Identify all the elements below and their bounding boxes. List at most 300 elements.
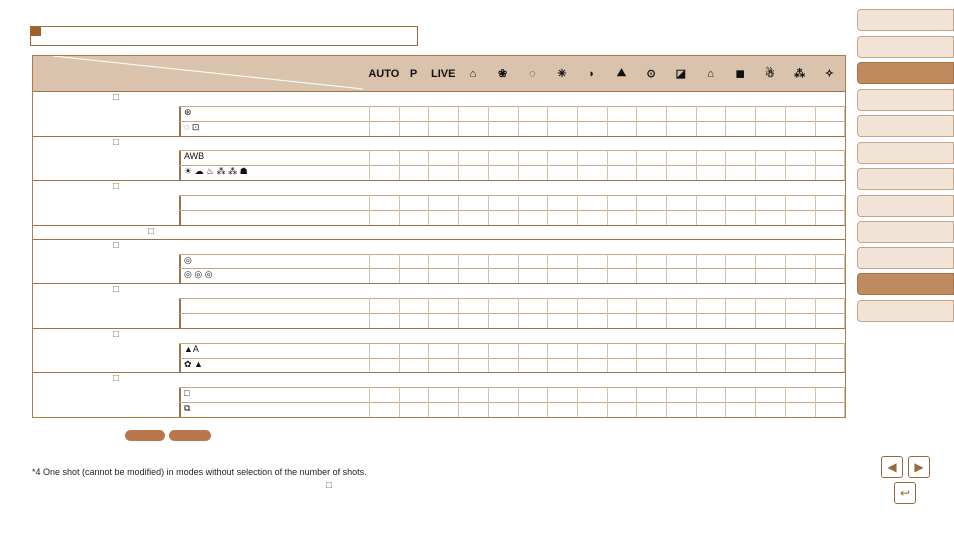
cell-divider xyxy=(577,150,578,165)
cell-divider xyxy=(488,106,489,121)
cell-divider xyxy=(518,150,519,165)
cell-divider xyxy=(815,210,816,225)
cell-divider xyxy=(755,150,756,165)
cell-divider xyxy=(725,106,726,121)
cell-divider xyxy=(755,268,756,283)
cell-divider xyxy=(458,106,459,121)
cell-divider xyxy=(458,195,459,210)
cell-divider xyxy=(428,121,429,136)
subrow-divider xyxy=(179,343,845,344)
cell-divider xyxy=(458,298,459,313)
cell-divider xyxy=(815,402,816,417)
setting-option-icon: ⊛ xyxy=(184,106,192,117)
cell-divider xyxy=(815,195,816,210)
cell-divider xyxy=(725,254,726,269)
cell-divider xyxy=(696,121,697,136)
cell-divider xyxy=(577,387,578,402)
cell-divider xyxy=(725,195,726,210)
chapter-tab-1[interactable] xyxy=(857,9,954,31)
setting-option-icon: ☀ ☁ ♨ ⁂ ⁂ ☗ xyxy=(184,166,248,177)
cell-divider xyxy=(844,165,845,180)
cell-divider xyxy=(844,298,845,313)
subrow-divider xyxy=(179,150,845,151)
cell-divider xyxy=(785,313,786,328)
page-ref-book-icon[interactable]: □ xyxy=(113,92,120,103)
row-group-divider xyxy=(33,91,845,92)
setting-option-icon: □ xyxy=(184,388,190,399)
cell-divider xyxy=(488,358,489,373)
mode-header-13: ◼ xyxy=(735,68,745,80)
mode-header-7: ✳ xyxy=(557,68,567,80)
cell-divider xyxy=(607,313,608,328)
cell-divider xyxy=(369,402,370,417)
chapter-tab-4[interactable] xyxy=(857,89,954,111)
function-availability-table xyxy=(32,55,846,418)
mode-header-8: ◗ xyxy=(588,67,596,80)
cell-divider xyxy=(428,210,429,225)
cell-divider xyxy=(458,402,459,417)
cell-divider xyxy=(518,165,519,180)
cell-divider xyxy=(607,106,608,121)
cell-divider xyxy=(666,195,667,210)
cell-divider xyxy=(369,298,370,313)
cell-divider xyxy=(428,268,429,283)
cell-divider xyxy=(577,195,578,210)
cell-divider xyxy=(369,358,370,373)
cell-divider xyxy=(607,195,608,210)
cell-divider xyxy=(785,165,786,180)
cell-divider xyxy=(399,195,400,210)
cell-divider xyxy=(458,268,459,283)
cell-divider xyxy=(399,150,400,165)
cell-divider xyxy=(607,121,608,136)
cell-divider xyxy=(725,298,726,313)
cell-divider xyxy=(428,195,429,210)
chapter-tab-11[interactable] xyxy=(857,273,954,295)
cell-divider xyxy=(518,268,519,283)
cell-divider xyxy=(815,165,816,180)
cell-divider xyxy=(636,210,637,225)
cell-divider xyxy=(696,343,697,358)
cell-divider xyxy=(399,268,400,283)
chapter-tab-6[interactable] xyxy=(857,142,954,164)
cell-divider xyxy=(547,358,548,373)
cell-divider xyxy=(458,254,459,269)
cell-divider xyxy=(399,121,400,136)
cell-divider xyxy=(488,165,489,180)
cell-divider xyxy=(607,343,608,358)
chapter-tab-2[interactable] xyxy=(857,36,954,58)
cell-divider xyxy=(666,150,667,165)
cell-divider xyxy=(547,106,548,121)
cell-divider xyxy=(725,343,726,358)
cell-divider xyxy=(428,387,429,402)
cell-divider xyxy=(518,402,519,417)
page-ref-book-icon[interactable]: □ xyxy=(148,225,155,237)
cell-divider xyxy=(488,121,489,136)
cell-divider xyxy=(725,387,726,402)
cell-divider xyxy=(815,387,816,402)
cell-divider xyxy=(666,402,667,417)
cell-divider xyxy=(815,313,816,328)
cell-divider xyxy=(666,254,667,269)
cell-divider xyxy=(547,268,548,283)
cell-divider xyxy=(636,150,637,165)
cell-divider xyxy=(785,254,786,269)
cell-divider xyxy=(547,210,548,225)
subrow-divider xyxy=(179,195,845,196)
prev-arrow-icon: ◀ xyxy=(887,460,897,474)
cell-divider xyxy=(636,254,637,269)
cell-divider xyxy=(488,313,489,328)
cell-divider xyxy=(428,150,429,165)
cell-divider xyxy=(844,343,845,358)
cell-divider xyxy=(785,268,786,283)
cell-divider xyxy=(844,402,845,417)
cell-divider xyxy=(428,298,429,313)
footnote: *4 One shot (cannot be modified) in modes without selection of the number of shots. xyxy=(32,467,367,477)
cell-divider xyxy=(725,313,726,328)
cell-divider xyxy=(428,343,429,358)
cell-divider xyxy=(844,268,845,283)
chapter-tab-8[interactable] xyxy=(857,195,954,217)
chapter-tab-7[interactable] xyxy=(857,168,954,190)
cell-divider xyxy=(547,402,548,417)
mode-header-14: ☃ xyxy=(765,68,775,80)
chapter-tab-5[interactable] xyxy=(857,115,954,137)
cell-divider xyxy=(785,106,786,121)
mode-header-3: LIVE xyxy=(431,67,456,80)
row-group-divider xyxy=(33,372,845,373)
cell-divider xyxy=(458,343,459,358)
cell-divider xyxy=(607,254,608,269)
mode-badge-1 xyxy=(125,430,165,441)
cell-divider xyxy=(755,195,756,210)
cell-divider xyxy=(458,358,459,373)
cell-divider xyxy=(399,402,400,417)
page-ref-book-icon[interactable]: □ xyxy=(113,373,120,385)
setting-option-icon: ◌ ⊡ xyxy=(184,121,200,132)
cell-divider xyxy=(399,313,400,328)
cell-divider xyxy=(844,358,845,373)
cell-divider xyxy=(458,165,459,180)
cell-divider xyxy=(666,121,667,136)
cell-divider xyxy=(488,254,489,269)
cell-divider xyxy=(577,165,578,180)
subrow-divider xyxy=(179,358,845,359)
setting-option-icon: ⧉ xyxy=(184,403,191,414)
cell-divider xyxy=(488,195,489,210)
cell-divider xyxy=(844,121,845,136)
cell-divider xyxy=(815,254,816,269)
setting-option-icon: AWB xyxy=(184,151,205,162)
cell-divider xyxy=(577,402,578,417)
subrow-divider xyxy=(179,165,845,166)
chapter-tab-12[interactable] xyxy=(857,300,954,322)
row-group-divider xyxy=(33,239,845,240)
cell-divider xyxy=(488,150,489,165)
page-ref-book-icon[interactable]: □ xyxy=(113,328,120,340)
cell-divider xyxy=(725,121,726,136)
cell-divider xyxy=(815,150,816,165)
header-diagonal-divider xyxy=(33,56,369,91)
cell-divider xyxy=(815,121,816,136)
cell-divider xyxy=(844,387,845,402)
row-group-divider xyxy=(33,180,845,181)
chapter-tab-9[interactable] xyxy=(857,221,954,243)
cell-divider xyxy=(428,313,429,328)
mode-header-2: P xyxy=(409,67,418,80)
subrow-divider xyxy=(179,106,845,107)
cell-divider xyxy=(518,298,519,313)
prev-page-button[interactable] xyxy=(881,456,903,478)
section-title-bar xyxy=(30,26,418,46)
cell-divider xyxy=(815,343,816,358)
cell-divider xyxy=(696,210,697,225)
cell-divider xyxy=(577,313,578,328)
cell-divider xyxy=(369,268,370,283)
cell-divider xyxy=(399,387,400,402)
cell-divider xyxy=(458,150,459,165)
subrow-divider xyxy=(179,313,845,314)
cell-divider xyxy=(607,298,608,313)
cell-divider xyxy=(696,106,697,121)
cell-divider xyxy=(725,210,726,225)
cell-divider xyxy=(725,402,726,417)
cell-divider xyxy=(399,358,400,373)
cell-divider xyxy=(458,313,459,328)
cell-divider xyxy=(577,268,578,283)
mode-header-10: ⊙ xyxy=(646,68,656,80)
footnote-page-ref-icon[interactable]: □ xyxy=(326,480,333,491)
cell-divider xyxy=(518,254,519,269)
cell-divider xyxy=(666,298,667,313)
cell-divider xyxy=(428,165,429,180)
cell-divider xyxy=(844,106,845,121)
cell-divider xyxy=(785,210,786,225)
row-group-divider xyxy=(33,136,845,137)
subrow-divider xyxy=(179,298,845,299)
cell-divider xyxy=(636,106,637,121)
subrow-divider xyxy=(179,210,845,211)
cell-divider xyxy=(666,268,667,283)
cell-divider xyxy=(785,358,786,373)
cell-divider xyxy=(636,195,637,210)
setting-option-icon: ◎ xyxy=(184,254,192,265)
cell-divider xyxy=(666,210,667,225)
cell-divider xyxy=(399,343,400,358)
mode-header-11: ◪ xyxy=(675,68,687,80)
cell-divider xyxy=(755,106,756,121)
cell-divider xyxy=(755,343,756,358)
cell-divider xyxy=(755,254,756,269)
page-ref-book-icon[interactable]: □ xyxy=(113,239,120,251)
cell-divider xyxy=(666,313,667,328)
subrow-divider xyxy=(179,268,845,269)
cell-divider xyxy=(547,150,548,165)
chapter-tab-3[interactable] xyxy=(857,62,954,84)
cell-divider xyxy=(636,343,637,358)
cell-divider xyxy=(518,106,519,121)
cell-divider xyxy=(755,402,756,417)
cell-divider xyxy=(696,298,697,313)
cell-divider xyxy=(666,358,667,373)
cell-divider xyxy=(518,195,519,210)
cell-divider xyxy=(369,210,370,225)
cell-divider xyxy=(666,106,667,121)
cell-divider xyxy=(518,313,519,328)
cell-divider xyxy=(666,343,667,358)
cell-divider xyxy=(428,254,429,269)
setting-option-icon: ✿ ▲ xyxy=(184,358,203,369)
cell-divider xyxy=(844,210,845,225)
cell-divider xyxy=(428,106,429,121)
cell-divider xyxy=(755,387,756,402)
cell-divider xyxy=(696,358,697,373)
chapter-tab-10[interactable] xyxy=(857,247,954,269)
row-group-divider xyxy=(33,328,845,329)
cell-divider xyxy=(607,358,608,373)
cell-divider xyxy=(547,387,548,402)
cell-divider xyxy=(399,254,400,269)
cell-divider xyxy=(518,121,519,136)
cell-divider xyxy=(518,343,519,358)
cell-divider xyxy=(547,121,548,136)
cell-divider xyxy=(696,195,697,210)
cell-divider xyxy=(607,150,608,165)
cell-divider xyxy=(369,150,370,165)
cell-divider xyxy=(399,298,400,313)
cell-divider xyxy=(755,313,756,328)
cell-divider xyxy=(607,387,608,402)
cell-divider xyxy=(518,387,519,402)
cell-divider xyxy=(369,343,370,358)
setting-option-icon: ▲A xyxy=(184,343,199,354)
cell-divider xyxy=(547,195,548,210)
cell-divider xyxy=(785,298,786,313)
cell-divider xyxy=(607,210,608,225)
cell-divider xyxy=(547,313,548,328)
next-page-button[interactable] xyxy=(908,456,930,478)
mode-header-4: ⌂ xyxy=(469,67,477,80)
cell-divider xyxy=(607,268,608,283)
subrow-divider xyxy=(179,402,845,403)
mode-header-5: ❀ xyxy=(498,68,508,80)
subrow-divider xyxy=(179,254,845,255)
cell-divider xyxy=(636,298,637,313)
mode-badge-2 xyxy=(169,430,211,441)
cell-divider xyxy=(636,313,637,328)
mode-header-12: ⌂ xyxy=(707,67,714,80)
cell-divider xyxy=(696,165,697,180)
cell-divider xyxy=(755,121,756,136)
cell-divider xyxy=(815,106,816,121)
row-group-divider xyxy=(33,283,845,284)
cell-divider xyxy=(785,121,786,136)
cell-divider xyxy=(577,121,578,136)
cell-divider xyxy=(488,402,489,417)
cell-divider xyxy=(755,210,756,225)
return-button[interactable] xyxy=(894,482,916,504)
next-arrow-icon: ▶ xyxy=(914,460,924,474)
cell-divider xyxy=(399,210,400,225)
mode-header-16: ✧ xyxy=(824,68,834,80)
cell-divider xyxy=(725,358,726,373)
cell-divider xyxy=(696,313,697,328)
cell-divider xyxy=(666,387,667,402)
page-ref-book-icon[interactable]: □ xyxy=(113,284,120,296)
page-ref-book-icon[interactable]: □ xyxy=(113,136,120,148)
cell-divider xyxy=(458,121,459,136)
subrow-divider xyxy=(179,121,845,122)
cell-divider xyxy=(785,387,786,402)
cell-divider xyxy=(577,106,578,121)
page-ref-book-icon[interactable]: □ xyxy=(113,181,120,193)
cell-divider xyxy=(785,150,786,165)
cell-divider xyxy=(636,402,637,417)
cell-divider xyxy=(755,358,756,373)
cell-divider xyxy=(577,210,578,225)
row-group-divider xyxy=(33,225,845,226)
cell-divider xyxy=(488,298,489,313)
cell-divider xyxy=(785,195,786,210)
cell-divider xyxy=(369,195,370,210)
cell-divider xyxy=(577,358,578,373)
cell-divider xyxy=(696,268,697,283)
cell-divider xyxy=(636,358,637,373)
cell-divider xyxy=(725,165,726,180)
cell-divider xyxy=(369,121,370,136)
cell-divider xyxy=(577,298,578,313)
cell-divider xyxy=(755,165,756,180)
cell-divider xyxy=(428,402,429,417)
cell-divider xyxy=(815,358,816,373)
cell-divider xyxy=(636,165,637,180)
subrow-divider xyxy=(179,387,845,388)
cell-divider xyxy=(488,387,489,402)
cell-divider xyxy=(488,268,489,283)
cell-divider xyxy=(785,343,786,358)
cell-divider xyxy=(399,106,400,121)
setting-option-icon: ◎ ◎ ◎ xyxy=(184,269,213,280)
cell-divider xyxy=(844,195,845,210)
mode-header-6: ◌ xyxy=(529,67,536,80)
cell-divider xyxy=(696,150,697,165)
cell-divider xyxy=(844,254,845,269)
cell-divider xyxy=(488,210,489,225)
cell-divider xyxy=(725,150,726,165)
cell-divider xyxy=(518,210,519,225)
cell-divider xyxy=(607,165,608,180)
cell-divider xyxy=(815,268,816,283)
cell-divider xyxy=(547,165,548,180)
cell-divider xyxy=(636,387,637,402)
cell-divider xyxy=(577,254,578,269)
mode-header-15: ⁂ xyxy=(794,68,806,80)
cell-divider xyxy=(547,343,548,358)
mode-header-9: ⛰ xyxy=(616,67,627,79)
cell-divider xyxy=(696,254,697,269)
cell-divider xyxy=(815,298,816,313)
cell-divider xyxy=(755,298,756,313)
cell-divider xyxy=(696,387,697,402)
cell-divider xyxy=(428,358,429,373)
cell-divider xyxy=(696,402,697,417)
cell-divider xyxy=(369,165,370,180)
cell-divider xyxy=(488,343,489,358)
cell-divider xyxy=(666,165,667,180)
cell-divider xyxy=(458,210,459,225)
